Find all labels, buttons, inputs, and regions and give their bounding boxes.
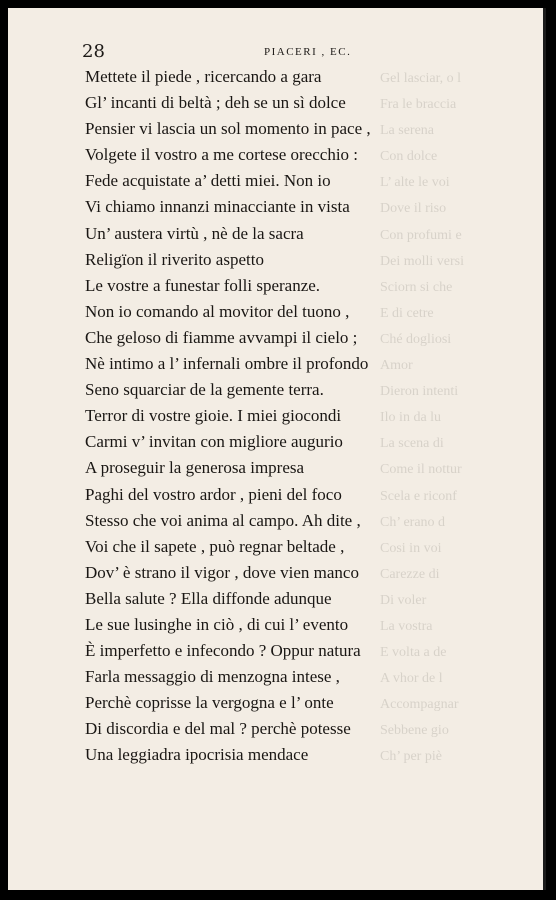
verse-line: Che geloso di fiamme avvampi il cielo ;	[85, 327, 358, 347]
verse-line: È imperfetto e infecondo ? Oppur natura	[85, 641, 361, 661]
verse-line: Fede acquistate a’ detti miei. Non io	[85, 171, 331, 191]
verse-line: Volgete il vostro a me cortese orecchio :	[85, 145, 359, 165]
bleed-through-text: Gel lasciar, o l Fra le braccia La serena Con dolce L’ alte le voi Dove il riso Con profumi e Dei molli versi Sciorn si che E di cetre Ché dogliosi Amor Dieron intenti Ilo in da lu La scena di Come il nottur Scela e riconf Ch’ erano d Cosi in voi Carezze di Di voler La vostra E volta a de A vhor de l Accompagnar Sebbene gio Ch’ per piè	[380, 71, 464, 765]
verse-line: Pensier vi lascia un sol momento in pace ,	[85, 119, 371, 139]
verse-line: Voi che il sapete , può regnar beltade ,	[85, 536, 345, 556]
verse-line: Seno squarciar de la gemente terra.	[85, 380, 324, 400]
verse-line: Perchè coprisse la vergogna e l’ onte	[85, 693, 334, 713]
page-header	[82, 41, 382, 65]
verse-line: Terror di vostre gioie. I miei giocondi	[85, 406, 342, 426]
verse-line: Paghi del vostro ardor , pieni del foco	[85, 484, 342, 504]
verse-line: Di discordia e del mal ? perchè potesse	[85, 719, 351, 739]
verse-line: Stesso che voi anima al campo. Ah dite ,	[85, 510, 361, 530]
verse-line: Le vostre a funestar folli speranze.	[85, 275, 321, 295]
verse-line: Una leggiadra ipocrisia mendace	[85, 745, 309, 765]
verse-line: Un’ austera virtù , nè de la sacra	[85, 223, 304, 243]
book-page	[8, 8, 546, 890]
verse-line: Mettete il piede , ricercando a gara	[85, 67, 322, 86]
verse-line: Vi chiamo innanzi minacciante in vista	[85, 197, 350, 217]
verse-line: Non io comando al movitor del tuono ,	[85, 301, 350, 321]
poem-text	[85, 64, 465, 769]
verse-line: Farla messaggio di menzogna intese ,	[85, 667, 340, 687]
verse-line: Nè intimo a l’ infernali ombre il profondo	[85, 354, 369, 374]
verse-line: Carmi v’ invitan con migliore augurio	[85, 432, 343, 452]
verse-line: Bella salute ? Ella diffonde adunque	[85, 588, 332, 608]
verse-line: Dov’ è strano il vigor , dove vien manco	[85, 562, 359, 582]
verse-line: Le sue lusinghe in ciò , di cui l’ evento	[85, 614, 349, 634]
page-number: 28	[82, 41, 105, 62]
running-head: PIACERI , EC.	[264, 46, 352, 58]
verse-line: A proseguir la generosa impresa	[85, 458, 305, 478]
verse-line: Gl’ incanti di beltà ; deh se un sì dolce	[85, 93, 346, 113]
verse-line: Religïon il riverito aspetto	[85, 249, 264, 269]
